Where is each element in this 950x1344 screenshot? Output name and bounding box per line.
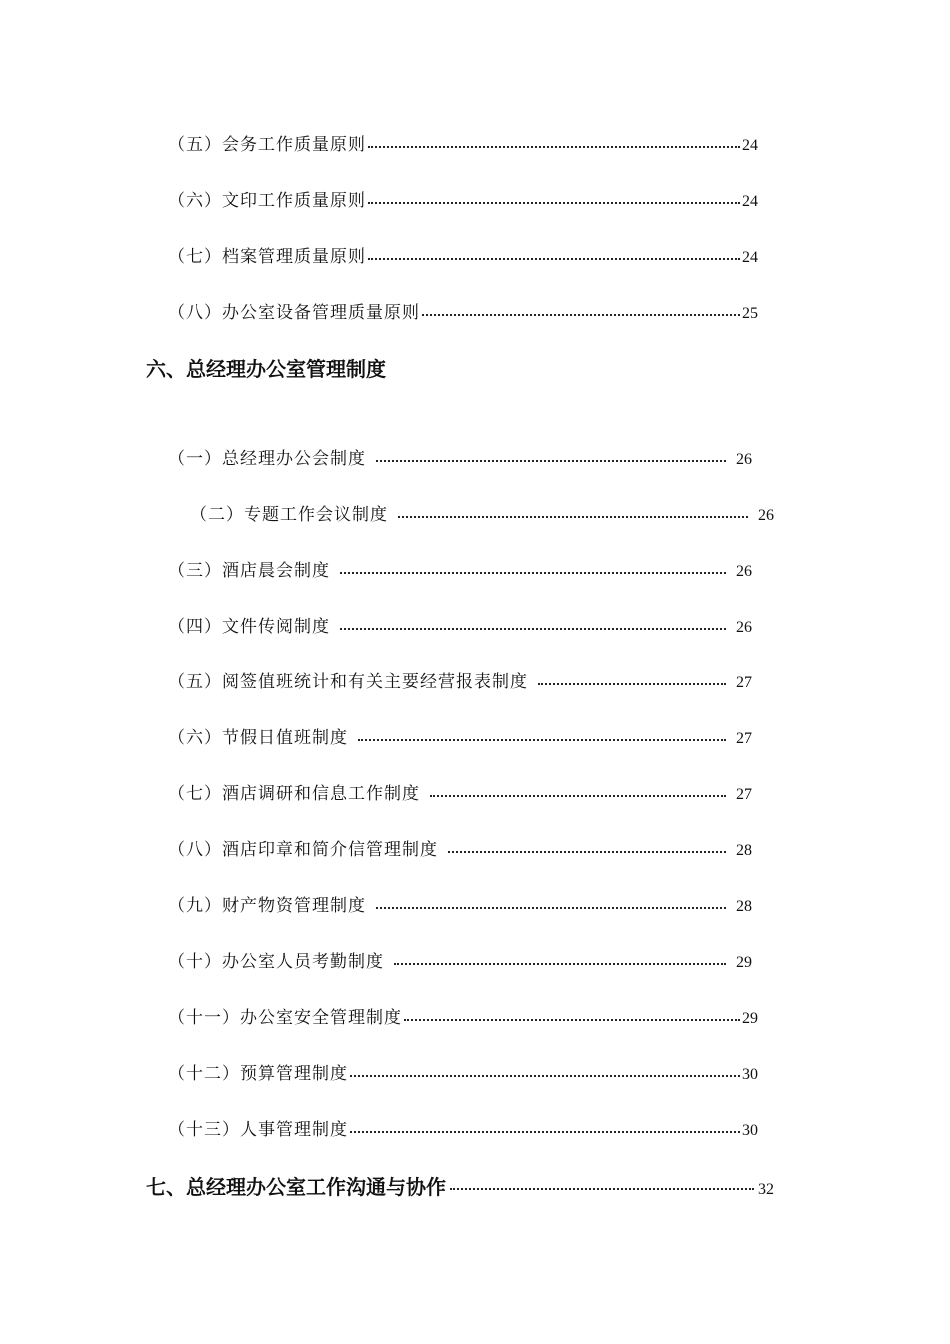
- toc-entry-page: 30: [742, 1122, 758, 1139]
- dot-leader: [376, 907, 726, 909]
- toc-entry-label: （三）酒店晨会制度: [168, 561, 330, 581]
- toc-entry-label: （十三）人事管理制度: [168, 1120, 348, 1140]
- toc-entry-label: （十一）办公室安全管理制度: [168, 1008, 402, 1028]
- dot-leader: [350, 1075, 740, 1077]
- section-title: 六、总经理办公室管理制度: [146, 357, 386, 381]
- toc-entry[interactable]: [168, 839, 752, 862]
- dot-leader: [398, 516, 748, 518]
- toc-entry-page: 26: [758, 507, 774, 524]
- toc-entry[interactable]: [168, 616, 752, 639]
- toc-entry-label: （十二）预算管理制度: [168, 1064, 348, 1084]
- toc-entry-page: 29: [742, 1010, 758, 1027]
- toc-entry-label: （五）阅签值班统计和有关主要经营报表制度: [168, 672, 528, 692]
- dot-leader: [450, 1188, 754, 1190]
- toc-entry-label: （六）节假日值班制度: [168, 728, 348, 748]
- dot-leader: [368, 202, 740, 204]
- toc-entry[interactable]: [168, 727, 752, 750]
- toc-entry-label: （二）专题工作会议制度: [190, 505, 388, 525]
- toc-entry-page: 26: [736, 563, 752, 580]
- toc-entry[interactable]: [190, 504, 774, 527]
- toc-entry-page: 24: [742, 193, 758, 210]
- toc-entry-label: （一）总经理办公会制度: [168, 449, 366, 469]
- toc-entry[interactable]: [168, 448, 752, 471]
- toc-entry-label: （八）办公室设备管理质量原则: [168, 303, 420, 323]
- toc-entry[interactable]: [168, 190, 758, 213]
- toc-entry[interactable]: [168, 1007, 758, 1030]
- toc-entry-page: 27: [736, 730, 752, 747]
- section-heading[interactable]: [146, 1174, 774, 1203]
- section-page: 32: [758, 1181, 774, 1198]
- toc-entry-page: 27: [736, 786, 752, 803]
- toc-entry[interactable]: [168, 1119, 758, 1142]
- dot-leader: [340, 572, 726, 574]
- toc-entry-label: （七）档案管理质量原则: [168, 247, 366, 267]
- toc-entry-label: （五）会务工作质量原则: [168, 135, 366, 155]
- toc-entry-page: 26: [736, 451, 752, 468]
- dot-leader: [448, 851, 726, 853]
- toc-entry-page: 30: [742, 1066, 758, 1083]
- toc-entry-page: 25: [742, 305, 758, 322]
- section-title: 七、总经理办公室工作沟通与协作: [146, 1175, 446, 1199]
- toc-entry[interactable]: [168, 134, 758, 157]
- toc-entry[interactable]: [168, 560, 752, 583]
- dot-leader: [538, 683, 726, 685]
- dot-leader: [404, 1019, 740, 1021]
- section-heading[interactable]: [146, 356, 386, 382]
- toc-entry-label: （七）酒店调研和信息工作制度: [168, 784, 420, 804]
- dot-leader: [376, 460, 726, 462]
- dot-leader: [358, 739, 726, 741]
- toc-entry-page: 28: [736, 842, 752, 859]
- dot-leader: [422, 314, 740, 316]
- toc-entry-label: （六）文印工作质量原则: [168, 191, 366, 211]
- toc-entry[interactable]: [168, 783, 752, 806]
- toc-entry-page: 28: [736, 898, 752, 915]
- dot-leader: [350, 1131, 740, 1133]
- toc-entry[interactable]: [168, 246, 758, 269]
- dot-leader: [340, 628, 726, 630]
- toc-entry-label: （十）办公室人员考勤制度: [168, 952, 384, 972]
- toc-entry-page: 24: [742, 137, 758, 154]
- toc-entry-page: 24: [742, 249, 758, 266]
- toc-entry-label: （八）酒店印章和简介信管理制度: [168, 840, 438, 860]
- dot-leader: [394, 963, 726, 965]
- toc-entry-label: （九）财产物资管理制度: [168, 896, 366, 916]
- toc-entry-page: 29: [736, 954, 752, 971]
- toc-entry-page: 26: [736, 619, 752, 636]
- dot-leader: [368, 146, 740, 148]
- dot-leader: [430, 795, 726, 797]
- toc-entry-page: 27: [736, 674, 752, 691]
- toc-entry[interactable]: [168, 951, 752, 974]
- toc-entry[interactable]: [168, 302, 758, 325]
- toc-entry[interactable]: [168, 895, 752, 918]
- toc-entry[interactable]: [168, 671, 752, 694]
- toc-entry-label: （四）文件传阅制度: [168, 617, 330, 637]
- dot-leader: [368, 258, 740, 260]
- toc-entry[interactable]: [168, 1063, 758, 1086]
